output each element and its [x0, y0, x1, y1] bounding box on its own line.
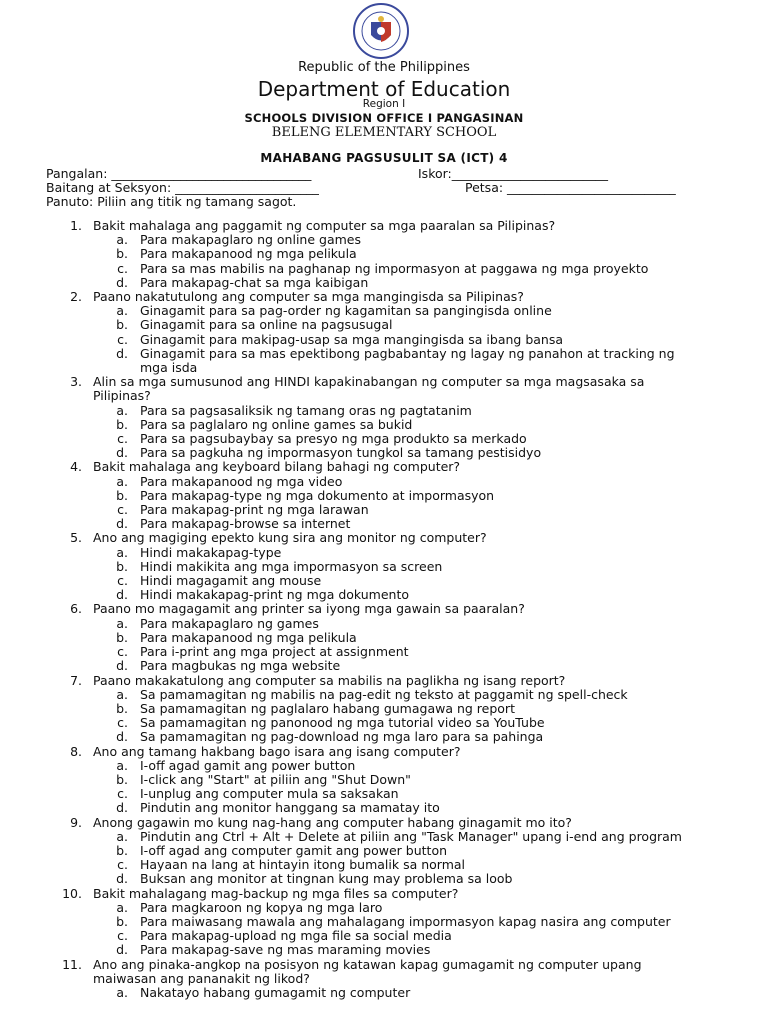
question-text: Ano ang tamang hakbang bago isara ang isang computer? — [93, 743, 461, 759]
choice-text: Para maiwasang mawala ang mahalagang impormasyon kapag nasira ang computer — [140, 913, 671, 929]
question-item — [0, 375, 768, 403]
question-item — [0, 674, 768, 688]
choice-text: Ginagamit para sa pag-order ng kagamitan sa pangingisda online — [140, 303, 552, 319]
question-number: 8. — [70, 743, 82, 759]
answer-choice[interactable] — [0, 517, 768, 531]
answer-choice[interactable] — [0, 631, 768, 645]
choice-letter: a. — [116, 232, 128, 248]
choice-letter: b. — [116, 700, 128, 716]
question-text: Ano ang pinaka-angkop na posisyon ng katawan kapag gumagamit ng computer upang maiwasan ang pananakit ng likod? — [93, 956, 642, 986]
choice-text: Para makapanood ng mga pelikula — [140, 629, 357, 645]
answer-choice[interactable] — [0, 801, 768, 815]
question-text: Paano mo magagamit ang printer sa iyong mga gawain sa paaralan? — [93, 601, 525, 617]
choice-letter: c. — [117, 857, 128, 873]
choice-letter: c. — [117, 502, 128, 518]
answer-choice[interactable] — [0, 702, 768, 716]
choice-text: Para makapaglaro ng online games — [140, 232, 361, 248]
question-text: Paano makakatulong ang computer sa mabilis na paglikha ng isang report? — [93, 672, 566, 688]
choice-text: Sa pamamagitan ng paglalaro habang gumagawa ng report — [140, 700, 515, 716]
choice-letter: d. — [116, 800, 128, 816]
choice-text: Pindutin ang Ctrl + Alt + Delete at piliin ang "Task Manager" upang i-end ang program — [140, 828, 682, 844]
answer-choice[interactable] — [0, 872, 768, 886]
choice-letter: b. — [116, 558, 128, 574]
choice-letter: a. — [116, 899, 128, 915]
choice-letter: c. — [117, 573, 128, 589]
choice-letter: d. — [116, 942, 128, 958]
choice-text: Para i-print ang mga project at assignment — [140, 644, 409, 660]
question-number: 10. — [62, 885, 82, 901]
answer-choice[interactable] — [0, 716, 768, 730]
question-item — [0, 531, 768, 545]
score-field[interactable]: Iskor:_________________________ — [418, 166, 609, 181]
choice-letter: b. — [116, 317, 128, 333]
choice-text: I-off agad gamit ang power button — [140, 757, 356, 773]
question-item — [0, 887, 768, 901]
choice-text: Para makapaglaro ng games — [140, 615, 319, 631]
deped-seal-icon — [347, 2, 415, 60]
choice-letter: b. — [116, 416, 128, 432]
choice-text: Nakatayo habang gumagamit ng computer — [140, 984, 411, 1000]
answer-choice[interactable] — [0, 432, 768, 446]
republic-heading: Republic of the Philippines — [298, 60, 470, 75]
answer-choice[interactable] — [0, 730, 768, 744]
choice-text: Para sa pagsasaliksik ng tamang oras ng pagtatanim — [140, 402, 472, 418]
answer-choice[interactable] — [0, 645, 768, 659]
answer-choice[interactable] — [0, 475, 768, 489]
answer-choice[interactable] — [0, 773, 768, 787]
choice-text: I-off agad ang computer gamit ang power button — [140, 842, 448, 858]
question-text: Bakit mahalaga ang keyboard bilang bahagi ng computer? — [93, 459, 461, 475]
question-item — [0, 958, 768, 986]
question-text: Bakit mahalagang mag-backup ng mga files sa computer? — [93, 885, 459, 901]
choice-letter: c. — [117, 431, 128, 447]
choice-letter: b. — [116, 487, 128, 503]
choice-letter: b. — [116, 771, 128, 787]
question-number: 5. — [70, 530, 82, 546]
exam-title: MAHABANG PAGSUSULIT SA (ICT) 4 — [260, 151, 508, 165]
choice-letter: c. — [117, 331, 128, 347]
choice-letter: d. — [116, 345, 128, 361]
question-number: 3. — [70, 374, 82, 390]
choice-text: Para sa pagkuha ng impormasyon tungkol sa tamang pestisidyo — [140, 445, 542, 461]
choice-text: Sa pamamagitan ng mabilis na pag-edit ng teksto at paggamit ng spell-check — [140, 686, 628, 702]
choice-text: Sa pamamagitan ng pag-download ng mga laro para sa pahinga — [140, 729, 544, 745]
grade-section-field[interactable]: Baitang at Seksyon: _______________________ — [46, 180, 319, 195]
division-heading: SCHOOLS DIVISION OFFICE I PANGASINAN — [244, 111, 524, 125]
choice-text: I-click ang "Start" at piliin ang "Shut Down" — [140, 771, 411, 787]
answer-choice[interactable] — [0, 318, 768, 332]
question-number: 9. — [70, 814, 82, 830]
answer-choice[interactable] — [0, 986, 768, 1000]
answer-choice[interactable] — [0, 233, 768, 247]
question-number: 1. — [70, 218, 82, 233]
choice-letter: a. — [116, 544, 128, 560]
choice-text: Hayaan na lang at hintayin itong bumalik sa normal — [140, 857, 466, 873]
choice-letter: d. — [116, 871, 128, 887]
choice-letter: d. — [116, 274, 128, 290]
answer-choice[interactable] — [0, 588, 768, 602]
choice-letter: c. — [117, 786, 128, 802]
choice-text: Hindi makakapag-print ng mga dokumento — [140, 587, 410, 603]
question-number: 2. — [70, 289, 82, 305]
choice-letter: a. — [116, 615, 128, 631]
answer-choice[interactable] — [0, 617, 768, 631]
choice-text: Ginagamit para sa mas epektibong pagbabantay ng lagay ng panahon at tracking ng mga isda — [140, 345, 675, 376]
answer-choice[interactable] — [0, 560, 768, 574]
answer-choice[interactable] — [0, 347, 768, 375]
region-heading: Region I — [362, 98, 406, 110]
choice-text: Para makapag-upload ng mga file sa social media — [140, 928, 452, 944]
choice-letter: d. — [116, 658, 128, 674]
answer-choice[interactable] — [0, 943, 768, 957]
answer-choice[interactable] — [0, 247, 768, 261]
answer-choice[interactable] — [0, 759, 768, 773]
choice-letter: c. — [117, 928, 128, 944]
choice-letter: b. — [116, 246, 128, 262]
question-text: Anong gagawin mo kung nag-hang ang computer habang ginagamit mo ito? — [93, 814, 572, 830]
choice-text: Para makapag-print ng mga larawan — [140, 502, 369, 518]
choice-text: Buksan ang monitor at tingnan kung may problema sa loob — [140, 871, 513, 887]
choice-text: Ginagamit para makipag-usap sa mga mangingisda sa ibang bansa — [140, 331, 564, 347]
question-item — [0, 816, 768, 830]
question-number: 6. — [70, 601, 82, 617]
answer-choice[interactable] — [0, 418, 768, 432]
question-number: 7. — [70, 672, 82, 688]
question-text: Bakit mahalaga ang paggamit ng computer sa mga paaralan sa Pilipinas? — [93, 218, 556, 233]
choice-letter: c. — [117, 715, 128, 731]
choice-text: Ginagamit para sa online na pagsusugal — [140, 317, 393, 333]
question-item — [0, 290, 768, 304]
answer-choice[interactable] — [0, 659, 768, 673]
question-number: 4. — [70, 459, 82, 475]
question-item — [0, 745, 768, 759]
question-number: 11. — [62, 956, 82, 972]
choice-letter: d. — [116, 587, 128, 603]
choice-text: Sa pamamagitan ng panonood ng mga tutorial video sa YouTube — [140, 715, 545, 731]
answer-choice[interactable] — [0, 901, 768, 915]
choice-text: Hindi makikita ang mga impormasyon sa screen — [140, 558, 443, 574]
answer-choice[interactable] — [0, 262, 768, 276]
choice-text: Para makapanood ng mga pelikula — [140, 246, 357, 262]
choice-text: Para makapag-chat sa mga kaibigan — [140, 274, 369, 290]
answer-choice[interactable] — [0, 787, 768, 801]
answer-choice[interactable] — [0, 858, 768, 872]
choice-text: Para magkaroon ng kopya ng mga laro — [140, 899, 383, 915]
answer-choice[interactable] — [0, 333, 768, 347]
choice-letter: b. — [116, 842, 128, 858]
date-field[interactable]: Petsa: ___________________________ — [465, 180, 676, 195]
answer-choice[interactable] — [0, 574, 768, 588]
choice-text: Para makapag-save ng mas maraming movies — [140, 942, 431, 958]
answer-choice[interactable] — [0, 276, 768, 290]
choice-text: Para sa paglalaro ng online games sa bukid — [140, 416, 413, 432]
question-item — [0, 460, 768, 474]
choice-letter: b. — [116, 913, 128, 929]
question-item — [0, 602, 768, 616]
choice-letter: c. — [117, 260, 128, 276]
choice-text: Para makapanood ng mga video — [140, 473, 343, 489]
choice-text: I-unplug ang computer mula sa saksakan — [140, 786, 399, 802]
choice-letter: a. — [116, 757, 128, 773]
choice-letter: d. — [116, 445, 128, 461]
name-field[interactable]: Pangalan: ________________________________ — [46, 166, 312, 181]
answer-choice[interactable] — [0, 503, 768, 517]
question-text: Paano nakatutulong ang computer sa mga mangingisda sa Pilipinas? — [93, 289, 524, 305]
question-text: Alin sa mga sumusunod ang HINDI kapakinabangan ng computer sa mga magsasaka sa Pilipinas? — [93, 374, 645, 404]
answer-choice[interactable] — [0, 915, 768, 929]
choice-letter: d. — [116, 516, 128, 532]
question-list — [0, 219, 768, 1000]
choice-letter: a. — [116, 303, 128, 319]
question-text: Ano ang magiging epekto kung sira ang monitor ng computer? — [93, 530, 487, 546]
choice-text: Hindi magagamit ang mouse — [140, 573, 322, 589]
choice-letter: a. — [116, 828, 128, 844]
answer-choice[interactable] — [0, 304, 768, 318]
choice-text: Para sa pagsubaybay sa presyo ng mga produkto sa merkado — [140, 431, 527, 447]
answer-choice[interactable] — [0, 489, 768, 503]
instructions: Panuto: Piliin ang titik ng tamang sagot. — [46, 194, 297, 209]
choice-letter: b. — [116, 629, 128, 645]
question-item — [0, 219, 768, 233]
choice-text: Hindi makakapag-type — [140, 544, 282, 560]
choice-text: Para makapag-browse sa internet — [140, 516, 351, 532]
answer-choice[interactable] — [0, 446, 768, 460]
choice-letter: a. — [116, 402, 128, 418]
answer-choice[interactable] — [0, 830, 768, 844]
choice-letter: d. — [116, 729, 128, 745]
answer-choice[interactable] — [0, 546, 768, 560]
answer-choice[interactable] — [0, 929, 768, 943]
choice-text: Para sa mas mabilis na paghanap ng impormasyon at paggawa ng mga proyekto — [140, 260, 649, 276]
answer-choice[interactable] — [0, 404, 768, 418]
choice-letter: a. — [116, 473, 128, 489]
school-heading: BELENG ELEMENTARY SCHOOL — [271, 125, 497, 140]
choice-text: Pindutin ang monitor hanggang sa mamatay ito — [140, 800, 440, 816]
choice-letter: a. — [116, 686, 128, 702]
choice-text: Para makapag-type ng mga dokumento at impormasyon — [140, 487, 495, 503]
choice-letter: a. — [116, 984, 128, 1000]
department-heading: Department of Education — [257, 77, 511, 101]
answer-choice[interactable] — [0, 688, 768, 702]
choice-text: Para magbukas ng mga website — [140, 658, 341, 674]
choice-letter: c. — [117, 644, 128, 660]
answer-choice[interactable] — [0, 844, 768, 858]
